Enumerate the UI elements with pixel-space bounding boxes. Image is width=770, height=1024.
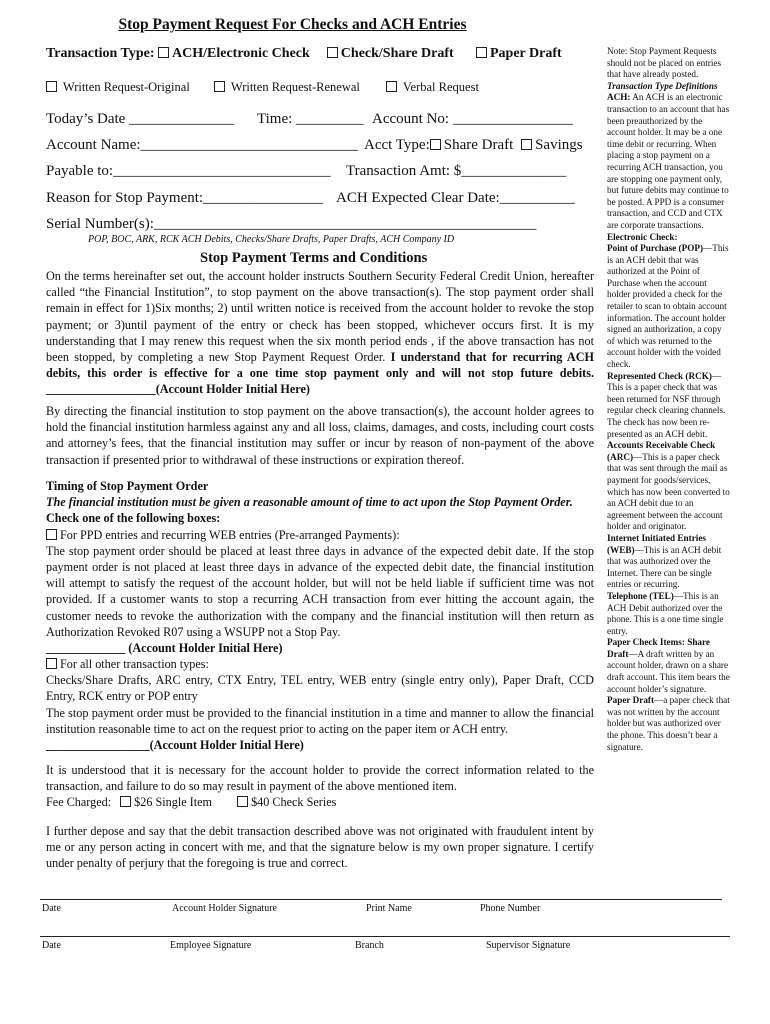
savings-checkbox[interactable]: [521, 139, 532, 150]
tel-def-head: Telephone (TEL): [607, 590, 674, 601]
check-one-label: Check one of the following boxes:: [46, 511, 221, 526]
serial-numbers-note: POP, BOC, ARK, RCK ACH Debits, Checks/Share Drafts, Paper Drafts, ACH Company ID: [88, 234, 455, 245]
signature-line-1: [40, 899, 722, 900]
sig-print-name[interactable]: Print Name: [366, 903, 412, 914]
signature-line-2: [40, 936, 730, 937]
acct-type-field: [364, 137, 583, 154]
other-types-text: The stop payment order must be provided to the financial institution in a time and manner to allow the financial institution reasonable time to act on the request prior to acting on the paper item or ACH entry.: [46, 705, 594, 736]
depose-text: I further depose and say that the debit transaction described above was not originated with fraudulent intent by me or any person acting in concert with me, and that the signature below is my own proper signature. I certify under penalty of perjury that the foregoing is true and correct.: [46, 824, 594, 871]
understood-section: [46, 762, 594, 811]
ach-option-label: ACH/Electronic Check: [172, 46, 310, 61]
other-option-label: For all other transaction types:: [60, 657, 209, 671]
share-draft-checkbox[interactable]: [430, 139, 441, 150]
check-share-draft-label: Check/Share Draft: [340, 46, 454, 61]
tel-def-text: —This is an ACH Debit authorized over the phone. This is a one time single entry.: [607, 590, 724, 636]
pop-def-head: Point of Purchase (POP): [607, 243, 704, 254]
sidebar-note: Note: Stop Payment Requests should not be placed on entries that have already posted.: [607, 46, 722, 80]
web-def-head: Internet Initiated Entries (WEB): [607, 532, 707, 555]
sig-supervisor[interactable]: Supervisor Signature: [486, 940, 571, 951]
verbal-request-option: [386, 80, 479, 95]
share-draft-label: Share Draft: [443, 137, 514, 153]
sig-date-1: Date: [42, 903, 61, 914]
timing-section: [46, 478, 594, 656]
written-renewal-label: Written Request-Renewal: [230, 80, 360, 94]
terms-p1-text: On the terms hereinafter set out, the account holder instructs Southern Security Federal Credit Union, hereafter called “the Financial Institution”, to stop payment on the above transaction(s). The stop payment order shall remain in effect for 1)Six months; 2) until written notice is received from the account holder to revoke the stop payment; or 3)until payment of the entry or check has been stopped, whichever occurs first. It is my understanding that I may renew this request when the six month period ends , if the above transaction has not been stopped, by completing a new Stop Payment Request Order.: [46, 269, 594, 365]
timing-note: The financial institution must be given a reasonable amount of time to act upon the Stop Payment Order.: [46, 495, 573, 510]
payable-to-field[interactable]: Payable to:_____________________________: [46, 163, 331, 179]
check-share-draft-checkbox[interactable]: [327, 47, 338, 58]
understood-text: It is understood that it is necessary for the account holder to provide the correct information related to the transaction, and failure to do so may result in payment of the above mentioned item.: [46, 763, 594, 794]
sig-branch[interactable]: Branch: [355, 940, 384, 951]
other-types-section: [46, 656, 594, 753]
timing-title: Timing of Stop Payment Order: [46, 479, 209, 493]
pop-def-text: —This is an ACH debit that was authorized at the Point of Purchase when the account holder provided a check for the retailer to scan to obtain account information. The account holder signed an authorization, a copy of which was returned to the account holder with the voided check.: [607, 243, 729, 370]
ppd-initial[interactable]: _____________ (Account Holder Initial Here): [46, 641, 283, 656]
sig-account-holder[interactable]: Account Holder Signature: [172, 903, 277, 914]
form-title: Stop Payment Request For Checks and ACH Entries: [118, 16, 467, 33]
fee-label: Fee Charged:: [46, 795, 112, 810]
ach-def-head: ACH:: [607, 92, 631, 103]
definitions-sidebar: [607, 46, 731, 753]
paper-check-head: Paper Check Items: Share Draft: [607, 637, 711, 659]
paper-draft-text: —a paper check that was not written by the account holder but was authorized over the phone. This doesn’t bear a signature.: [607, 695, 730, 752]
verbal-request-label: Verbal Request: [402, 80, 479, 94]
account-no-field[interactable]: Account No: ________________: [372, 111, 573, 127]
fee-single-checkbox[interactable]: [120, 796, 131, 807]
reason-field[interactable]: Reason for Stop Payment:________________: [46, 190, 324, 206]
arc-def-text: —This is a paper check that was sent through the mail as payment for goods/services, which has now been converted to an ACH debit due to an agreement between the account holder and originator.: [607, 451, 730, 532]
paper-draft-head: Paper Draft: [607, 695, 655, 706]
ppd-option-label: For PPD entries and recurring WEB entries (Pre-arranged Payments):: [60, 527, 400, 542]
other-types-checkbox[interactable]: [46, 658, 57, 669]
todays-date-field[interactable]: Today’s Date ______________: [46, 111, 235, 127]
elec-check-head: Electronic Check:: [607, 231, 678, 242]
other-types-list: Checks/Share Drafts, ARC entry, CTX Entry, TEL entry, WEB entry (single entry only), Paper Draft, CCD Entry, RCK entry or POP entry: [46, 673, 594, 704]
transaction-type-label: Transaction Type:: [46, 46, 155, 61]
terms-p1-bold: I understand that for recurring ACH debits, this order is effective for a one time stop payment only and will not stop future debits. __________________(Account Holder Initial Here): [46, 350, 595, 397]
other-initial[interactable]: _________________(Account Holder Initial Here): [46, 738, 304, 753]
paper-draft-checkbox[interactable]: [476, 47, 487, 58]
fee-series-label: $40 Check Series: [251, 795, 337, 810]
definitions-title: Transaction Type Definitions: [607, 80, 718, 91]
request-original-option: [46, 80, 190, 95]
ppd-text: The stop payment order should be placed at least three days in advance of the expected debit date. If the stop payment order is not placed at least three days in advance of the expected debit date, the financial institution will attempt to satisfy the request of the account holder, but will not be held liable if sufficient time was not provided. If a customer wants to stop a recurring ACH transaction from ever hitting the account again, the customer needs to revoke the authorization with the company and the financial institution will then return as Authorization Revoked R07 using a WSUPP not a Stop Pay.: [46, 543, 594, 639]
serial-numbers-field[interactable]: Serial Number(s):___________________________________________________: [46, 216, 537, 232]
fee-series-checkbox[interactable]: [237, 796, 248, 807]
rck-def-head: Represented Check (RCK): [607, 370, 712, 381]
verbal-request-checkbox[interactable]: [386, 81, 397, 92]
time-field[interactable]: Time: _________: [257, 111, 364, 127]
written-original-label: Written Request-Original: [62, 80, 190, 94]
terms-paragraph-2: [46, 403, 594, 468]
terms-title: Stop Payment Terms and Conditions: [200, 250, 428, 266]
request-renewal-option: [214, 80, 360, 95]
ach-expected-date-field[interactable]: ACH Expected Clear Date:__________: [336, 190, 575, 206]
written-original-checkbox[interactable]: [46, 81, 57, 92]
ppd-checkbox[interactable]: [46, 529, 57, 540]
ach-checkbox[interactable]: [158, 47, 169, 58]
transaction-amt-field[interactable]: Transaction Amt: $______________: [346, 163, 567, 179]
savings-label: Savings: [535, 137, 583, 153]
rck-def-text: —This is a paper check that was been returned for NSF through regular check clearing channels. The check has now been re-presented as an ACH debit.: [607, 370, 726, 439]
arc-def-head: Accounts Receivable Check (ARC): [607, 440, 716, 462]
account-name-field[interactable]: Account Name:_____________________________: [46, 137, 359, 153]
fee-single-label: $26 Single Item: [134, 795, 213, 810]
terms-paragraph-1: [46, 268, 594, 398]
transaction-type-row: [46, 46, 454, 62]
sig-date-2: Date: [42, 940, 61, 951]
web-def-text: —This is an ACH debit that was authorized over the Internet. There can be single entries or recurring.: [607, 544, 722, 590]
paper-draft-option: [476, 46, 562, 62]
sig-phone-number[interactable]: Phone Number: [480, 903, 541, 914]
terms-p2-text: By directing the financial institution to stop payment on the above transaction(s), the account holder agrees to hold the financial institution harmless against any and all loss, claims, damages, and costs, including court costs and attorney’s fees, that the financial institution may suffer or incur by reason of non-payment of the above transaction if presented prior to withdrawal of these instructions or expiration thereof.: [46, 404, 594, 467]
sig-employee[interactable]: Employee Signature: [170, 940, 252, 951]
acct-type-label: Acct Type:: [364, 137, 430, 153]
depose-section: [46, 823, 594, 872]
written-renewal-checkbox[interactable]: [214, 81, 225, 92]
ach-def-text: An ACH is an electronic transaction to an account that has been preauthorized by the account holder. It may be a one time debit or recurring. When placing a stop payment on a recurring ACH transaction, you are stopping one payment only, but future debits may continue to be posted. A PPD is a consumer transaction, and CCD and CTX are corporate transactions.: [607, 92, 730, 230]
paper-check-text: —A draft written by an account holder, drawn on a share draft account. This item bears the account holder’s signature.: [607, 648, 730, 694]
paper-draft-label: Paper Draft: [490, 46, 562, 61]
